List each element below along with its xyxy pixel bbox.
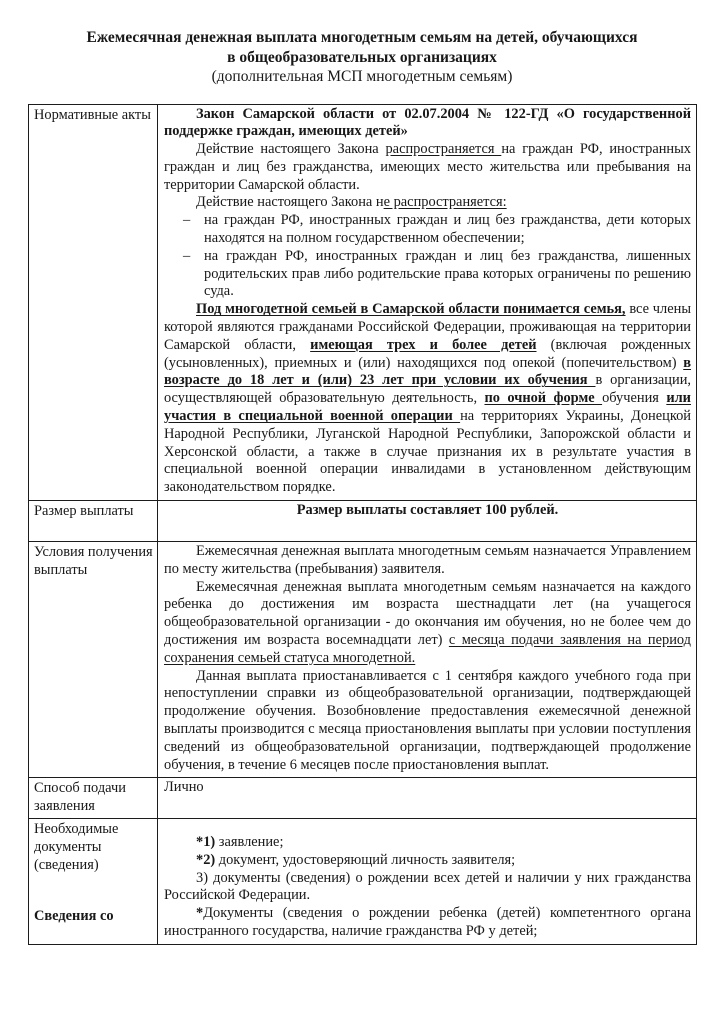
row-content-cell [158,501,697,542]
row-label: Сведения со [34,908,114,925]
paragraph [164,905,691,941]
text-segment: (включая рожденных (усыновленных), приемных и (или) находящихся под опекой (попечительством) [164,336,691,371]
row-label: Необходимые документы (сведения) [34,820,119,873]
table-row [29,778,697,819]
paragraph [164,543,691,579]
text-segment: Лично [164,779,204,796]
text-segment: на граждан РФ, иностранных граждан и лиц без гражданства, лишенных родительских прав либо родительские права которых ограничены по решению суда. [204,247,691,300]
row-label: Условия получения выплаты [34,544,153,578]
text-segment: заявление; [215,833,284,850]
paragraph [164,141,691,194]
table-row [29,501,697,542]
row-label-cell [29,778,158,819]
row-label-cell [29,501,158,542]
page-title-line-1: Ежемесячная денежная выплата многодетным семьям на детей, обучающихся [86,29,638,46]
paragraph [164,502,691,520]
paragraph [164,194,691,212]
text-segment: в возрасте до 18 лет и (или) 23 лет при условии их обучения [164,354,691,389]
text-segment: обучения [602,390,667,407]
text-segment: на граждан РФ, иностранных граждан и лиц без гражданства, имеющих место жительства или пребывания на территории Самарской области. [164,141,691,193]
text-segment: *2) [196,851,216,868]
text-segment: документ, удостоверяющий личность заявителя; [215,851,516,868]
text-segment: Документы (сведения о рождении ребенка (детей) компетентного органа иностранного государства, наличие гражданства РФ у детей; [164,905,691,939]
paragraph [164,852,691,870]
paragraph [164,106,691,142]
info-table [28,104,697,945]
text-segment: Действие настоящего Закона [196,141,386,158]
paragraph [164,301,691,497]
text-segment: Действие настоящего Закона н [196,194,384,211]
text-segment: *1) [196,833,216,850]
text-segment: е распространяется: [383,194,507,211]
row-content-cell [158,104,697,501]
text-segment: Ежемесячная денежная выплата многодетным семьям назначается Управлением по месту жительства (пребывания) заявителя. [164,543,691,577]
paragraph [164,668,691,775]
paragraph [164,779,691,797]
row-label: Способ подачи заявления [34,780,126,815]
row-label-cell [29,818,158,944]
paragraph [164,834,691,852]
row-label-cell [29,104,158,501]
text-segment: 3) документы (сведения) о рождении всех детей и наличии у них гражданства Российской Федерации. [164,869,691,904]
text-segment: Данная выплата приостанавливается с 1 сентября каждого учебного года при непоступлении справки из общеобразовательной организации, подтверждающей продолжение обучения. Возобновление предоставления ежемесячной денежной выплаты производится с месяца приостановления выплаты при условии поступления сведений из общеобразовательной организации, подтверждающей продолжение обучения, в течение 6 месяцев после приостановления выплат. [164,667,691,773]
text-segment: имеющая трех и более детей [310,336,537,353]
page-title-line-2: в общеобразовательных организациях [227,48,497,66]
text-segment: в организации, осуществляющей образовательную деятельность, [164,372,691,407]
text-segment: все члены которой являются гражданами Российской Федерации, проживающая на территории Самарской области, [164,301,691,353]
paragraph [164,870,691,906]
text-segment: с месяца подачи заявления на период сохранения семьей статуса многодетной. [164,632,692,666]
row-content-cell [158,818,697,944]
text-segment: на граждан РФ, иностранных граждан и лиц без гражданства, дети которых находятся на полном государственном обеспечении; [204,212,691,247]
list-dash-icon: – [183,212,191,229]
row-label-cell [29,542,158,778]
row-label: Нормативные акты [34,106,151,123]
text-segment: Размер выплаты составляет 100 рублей. [296,502,559,519]
text-segment: по очной форме [484,390,603,407]
row-content-cell [158,542,697,778]
paragraph [164,248,691,301]
list-dash-icon: – [183,247,191,264]
info-table-body [29,104,697,944]
text-segment: Закон Самарской области от 02.07.2004 № 122-ГД «О государственной поддержке граждан, имеющих детей» [164,105,691,140]
table-row [29,542,697,778]
row-content-cell [158,778,697,819]
page-subtitle: (дополнительная МСП многодетным семьям) [211,68,513,85]
row-label: Размер выплаты [34,503,134,520]
paragraph [164,212,691,248]
text-segment: на территориях Украины, Донецкой Народной Республики, Луганской Народной Республики, Запорожской области и Херсонской области, а также в случае признания их в результате участия в специальной военной операции инвалидами в установленном действующим законодательством порядке. [164,408,691,496]
paragraph [164,579,691,668]
text-segment: распространяется [385,141,502,158]
text-segment: * [196,905,204,922]
text-segment: или участия в специальной военной операции [164,390,691,425]
table-row [29,818,697,944]
text-segment: Под многодетной семьей в Самарской области понимается семья, [196,301,626,318]
text-segment: Ежемесячная денежная выплата многодетным семьям назначается на каждого ребенка до достижения им возраста шестнадцати лет (на учащегося общеобразовательной организации - до окончания им обучения, но не более чем до достижения им возраста восемнадцати лет) [164,578,691,649]
table-row [29,104,697,501]
